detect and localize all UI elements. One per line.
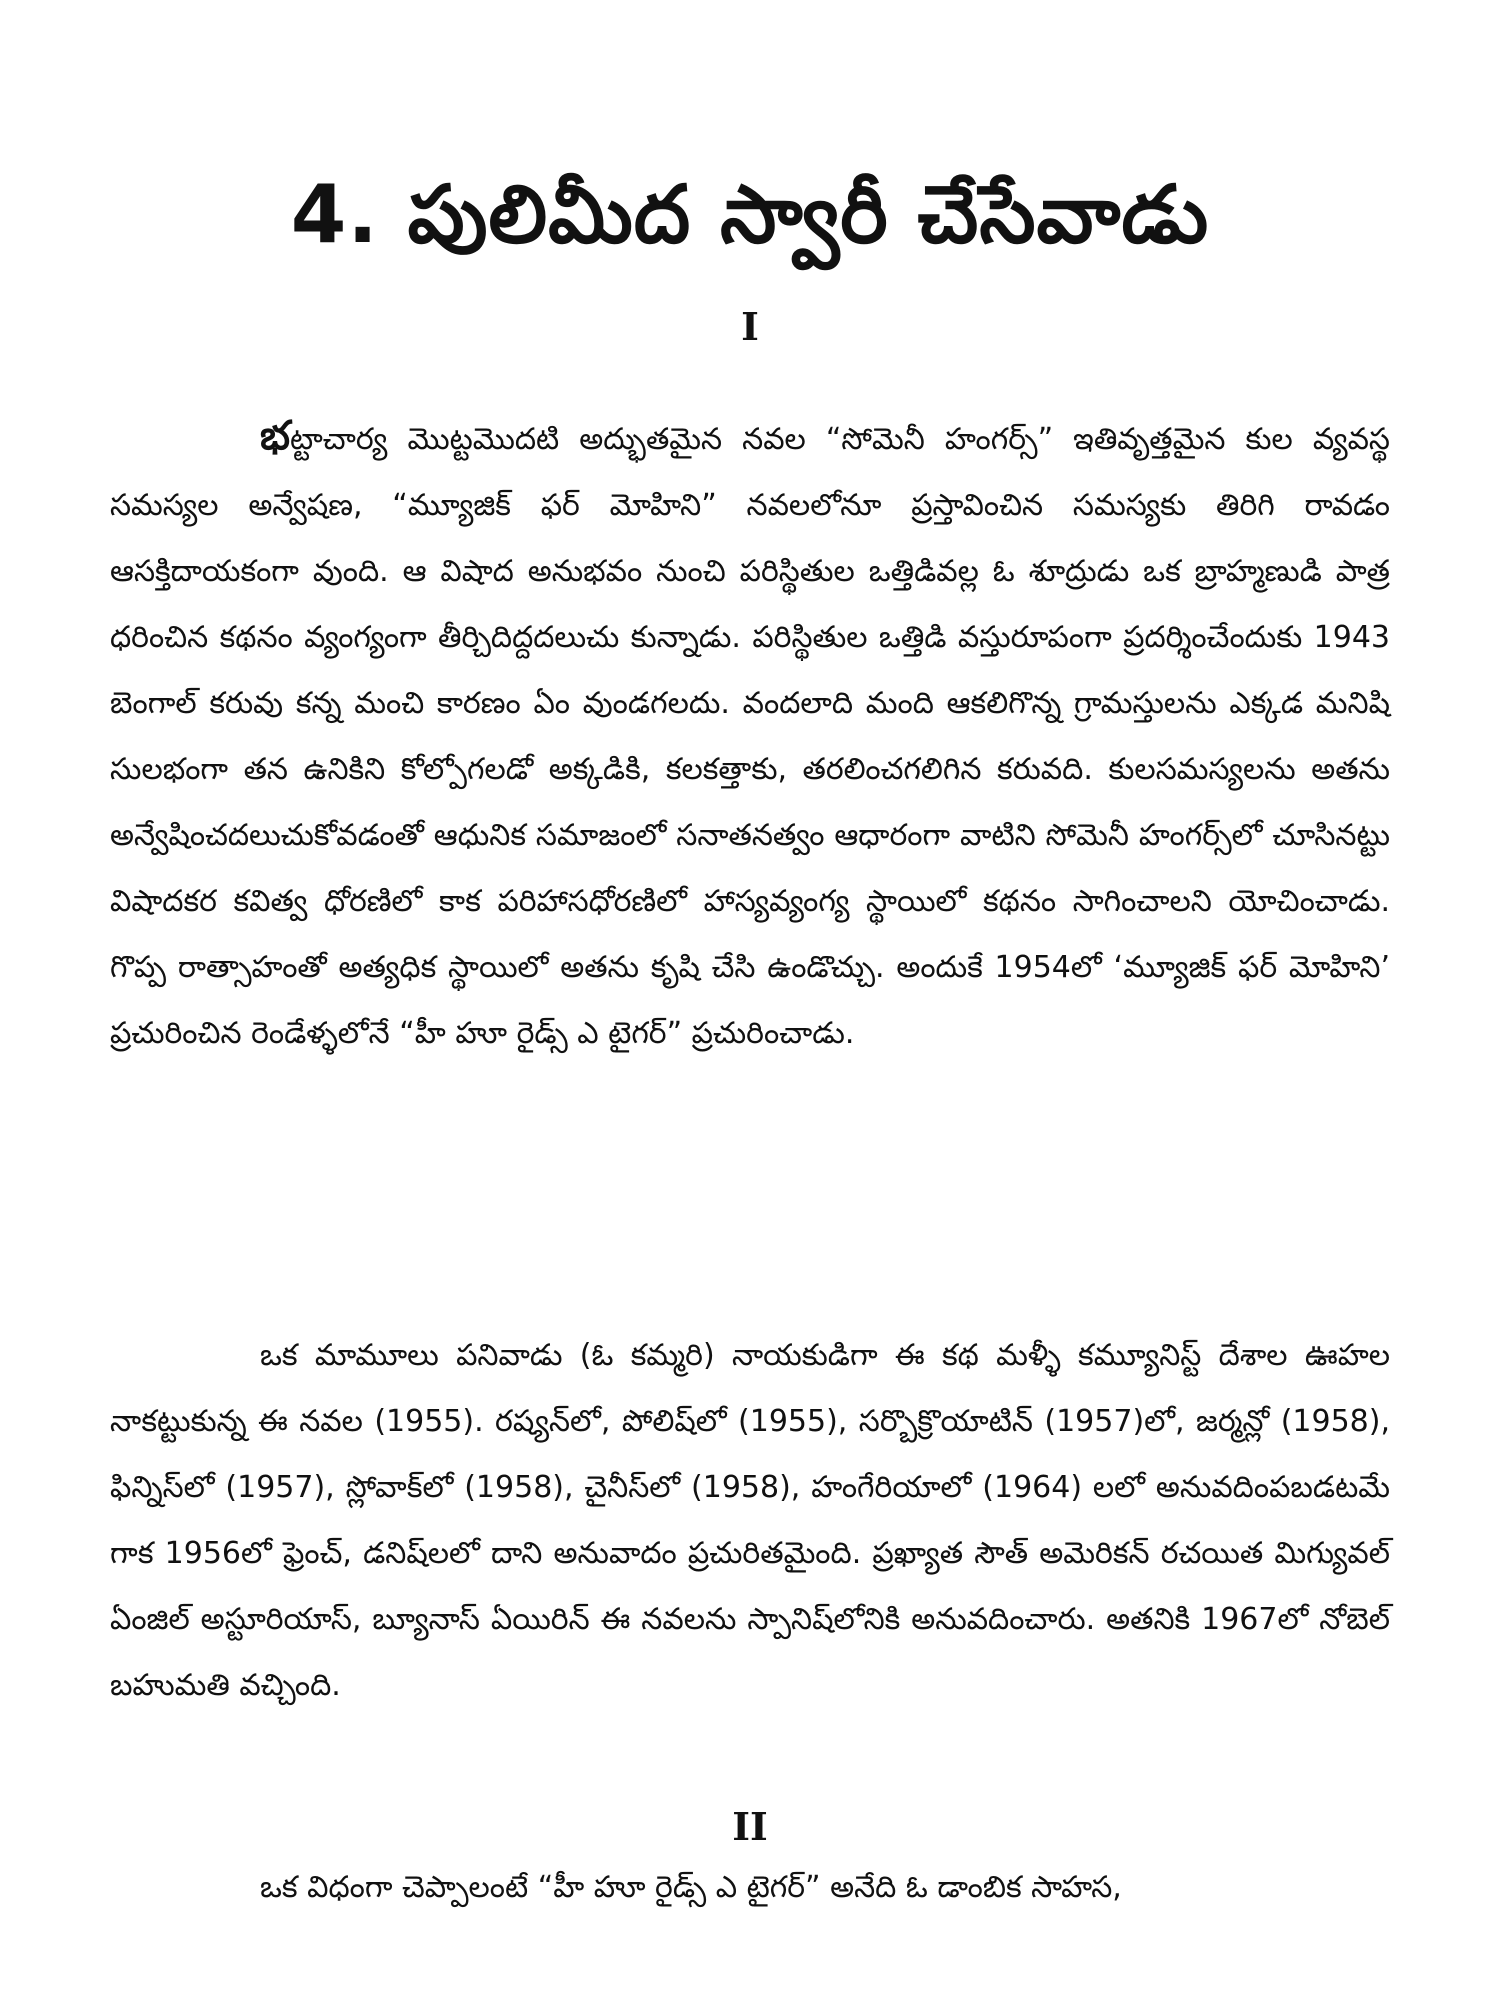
paragraph-1-text: ట్టాచార్య మొట్టమొదటి అద్భుతమైన నవల “సోమెనీ హంగర్స్” ఇతివృత్తమైన కుల వ్యవస్థ సమస్యల అన్వేషణ, “మ్యూజిక్ ఫర్ మోహిని” నవలలోనూ ప్రస్తావించిన సమస్యకు తిరిగి రావడం ఆసక్తిదాయకంగా వుంది. ఆ విషాద అనుభవం నుంచి పరిస్థితుల ఒత్తిడివల్ల ఓ శూద్రుడు ఒక బ్రాహ్మణుడి పాత్ర ధరించిన కథనం వ్యంగ్యంగా తీర్చిదిద్దదలుచు కున్నాడు. పరిస్థితుల ఒత్తిడి వస్తురూపంగా ప్రదర్శించేందుకు 1943 బెంగాల్ కరువు కన్న మంచి కారణం ఏం వుండగలదు. వందలాది మంది ఆకలిగొన్న గ్రామస్తులను ఎక్కడ మనిషి సులభంగా తన ఉనికిని కోల్పోగలడో అక్కడికి, కలకత్తాకు, తరలించగలిగిన కరువది. కులసమస్యలను అతను అన్వేషించదలుచుకోవడంతో ఆధునిక సమాజంలో సనాతనత్వం ఆధారంగా వాటిని సోమెనీ హంగర్స్‌లో చూసినట్టు విషాదకర కవిత్వ ధోరణిలో కాక పరిహాసధోరణిలో హాస్యవ్యంగ్య స్థాయిలో కథనం సాగించాలని యోచించాడు. గొప్ప రాత్సాహంతో అత్యధిక స్థాయిలో అతను కృషి చేసి ఉండొచ్చు. అందుకే 1954లో ‘మ్యూజిక్ ఫర్ మోహిని’ ప్రచురించిన రెండేళ్ళలోనే “హీ హూ రైడ్స్ ఎ టైగర్” ప్రచురించాడు. — [110, 422, 1390, 1051]
section-heading-1: I — [741, 304, 759, 349]
paragraph-3: ఒక విధంగా చెప్పాలంటే “హీ హూ రైడ్స్ ఎ టైగర్” అనేది ఓ డాంబిక సాహస, — [260, 1870, 1122, 1905]
section-heading-2: II — [732, 1804, 768, 1849]
paragraph-1-lead-letter: భ — [260, 413, 290, 459]
paragraph-1 — [110, 403, 1390, 1067]
chapter-title: 4. పులిమీద స్వారీ చేసేవాడు — [290, 168, 1210, 261]
paragraph-2: ఒక మామూలు పనివాడు (ఓ కమ్మరి) నాయకుడిగా ఈ కథ మళ్ళీ కమ్యూనిస్ట్ దేశాల ఊహల నాకట్టుకున్న ఈ నవల (1955). రష్యన్‌లో, పోలిష్‌లో (1955), సర్బొక్రొయాటిన్ (1957)లో, జర్మన్లో (1958), ఫిన్నిస్‌లో (1957), స్లోవాక్‌లో (1958), చైనీస్‌లో (1958), హంగేరియాలో (1964) లలో అనువదింపబడటమే గాక 1956లో ఫ్రెంచ్, డనిష్‌లలో దాని అనువాదం ప్రచురితమైంది. ప్రఖ్యాత సౌత్ అమెరికన్ రచయిత మిగ్యువల్ ఏంజిల్ అస్టూరియాస్, బ్యూనాస్ ఏయిరిన్ ఈ నవలను స్పానిష్‌లోనికి అనువదించారు. అతనికి 1967లో నోబెల్ బహుమతి వచ్చింది. — [110, 1338, 1390, 1703]
